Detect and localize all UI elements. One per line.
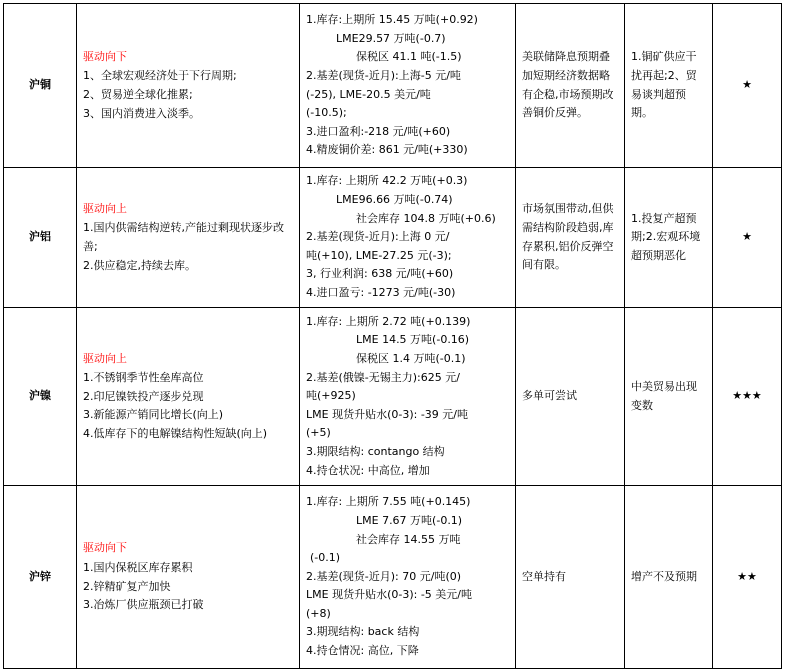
data-line: LME29.57 万吨(-0.7) [336,31,446,45]
product-name: 沪铜 [4,4,77,168]
data-line: 3.期限结构: contango 结构 [306,444,445,458]
data-line: LME 现货升贴水(0-3): -5 美元/吨 [306,588,472,602]
driver-item: 1、全球宏观经济处于下行周期; [83,69,237,83]
driver-item: 1.不锈钢季节性垒库高位 [83,371,204,385]
driver-item: 4.低库存下的电解镍结构性短缺(向上) [83,426,268,440]
driver-headline: 驱动向下 [83,541,127,555]
data-line: LME 14.5 万吨(-0.16) [356,333,470,347]
data-line: 4.进口盈亏: -1273 元/吨(-30) [306,285,456,299]
data-line: 2.基差(现货-近月):上海-5 元/吨 [306,68,461,82]
futures-table [3,3,782,669]
data-line: (+8) [306,606,331,620]
view-cell: 多单可尝试 [516,308,625,486]
table-row [4,486,782,669]
rating-stars: ★ [713,168,782,308]
data-line: 2.基差(俄镍-无锡主力):625 元/ [306,370,460,384]
data-line: 保税区 1.4 万吨(-0.1) [356,352,466,366]
product-name: 沪镍 [4,308,77,486]
risk-cell: 1.铜矿供应干扰再起;2、贸易谈判超预期。 [625,4,713,168]
view-cell: 市场氛围带动,但供需结构阶段趋弱,库存累积,铝价反弹空间有限。 [516,168,625,308]
data-line: 1.库存:上期所 15.45 万吨(+0.92) [306,13,478,27]
data-cell [300,486,516,669]
data-line: 1.库存: 上期所 42.2 万吨(+0.3) [306,174,468,188]
view-cell: 美联储降息预期叠加短期经济数据略有企稳,市场预期改善铜价反弹。 [516,4,625,168]
data-line: (-25), LME-20.5 美元/吨 [306,87,431,101]
driver-item: 1.国内供需结构逆转,产能过剩现状逐步改善; [83,221,284,253]
data-line: LME96.66 万吨(-0.74) [336,193,453,207]
data-cell [300,168,516,308]
driver-item: 3.新能源产销同比增长(向上) [83,408,224,422]
data-line: 吨(+10), LME-27.25 元(-3); [306,248,452,262]
data-line: (-0.1) [310,551,341,565]
driver-headline: 驱动向上 [83,351,127,365]
data-line: 3.期现结构: back 结构 [306,625,420,639]
table-row [4,168,782,308]
rating-stars: ★★ [713,486,782,669]
data-line: 2.基差(现货-近月):上海 0 元/ [306,230,450,244]
rating-stars: ★★★ [713,308,782,486]
data-cell [300,308,516,486]
view-cell: 空单持有 [516,486,625,669]
driver-cell [77,308,300,486]
driver-cell [77,486,300,669]
driver-cell [77,4,300,168]
table-row [4,308,782,486]
driver-item: 3、国内消费进入淡季。 [83,106,200,120]
driver-headline: 驱动向上 [83,201,127,215]
data-line: (-10.5); [306,106,347,120]
driver-item: 1.国内保税区库存累积 [83,560,193,574]
data-line: 4.持仓情况: 高位, 下降 [306,644,419,658]
data-line: 社会库存 14.55 万吨 [356,532,461,546]
data-cell [300,4,516,168]
driver-item: 2、贸易逆全球化推累; [83,88,193,101]
data-line: 3, 行业利润: 638 元/吨(+60) [306,267,454,281]
data-line: 社会库存 104.8 万吨(+0.6) [356,211,496,225]
data-line: 1.库存: 上期所 2.72 吨(+0.139) [306,314,471,328]
product-name: 沪锌 [4,486,77,669]
data-line: 吨(+925) [306,389,356,403]
driver-item: 2.供应稳定,持续去库。 [83,258,196,272]
table-row [4,4,782,168]
driver-headline: 驱动向下 [83,49,127,63]
data-line: 保税区 41.1 吨(-1.5) [356,50,462,64]
data-line: 1.库存: 上期所 7.55 吨(+0.145) [306,495,471,509]
product-name: 沪铝 [4,168,77,308]
data-line: LME 现货升贴水(0-3): -39 元/吨 [306,407,468,421]
data-line: 4.精废铜价差: 861 元/吨(+330) [306,143,468,157]
risk-cell: 1.投复产超预期;2.宏观环境超预期恶化 [625,168,713,308]
rating-stars: ★ [713,4,782,168]
driver-item: 2.印尼镍铁投产逐步兑现 [83,389,204,403]
driver-item: 2.锌精矿复产加快 [83,579,171,593]
risk-cell: 中美贸易出现变数 [625,308,713,486]
data-line: (+5) [306,426,331,440]
risk-cell: 增产不及预期 [625,486,713,669]
driver-cell [77,168,300,308]
data-line: 4.持仓状况: 中高位, 增加 [306,463,430,477]
data-line: 3.进口盈利:-218 元/吨(+60) [306,124,451,138]
driver-item: 3.冶炼厂供应瓶颈已打破 [83,598,204,612]
data-line: LME 7.67 万吨(-0.1) [356,513,463,527]
data-line: 2.基差(现货-近月): 70 元/吨(0) [306,569,462,583]
